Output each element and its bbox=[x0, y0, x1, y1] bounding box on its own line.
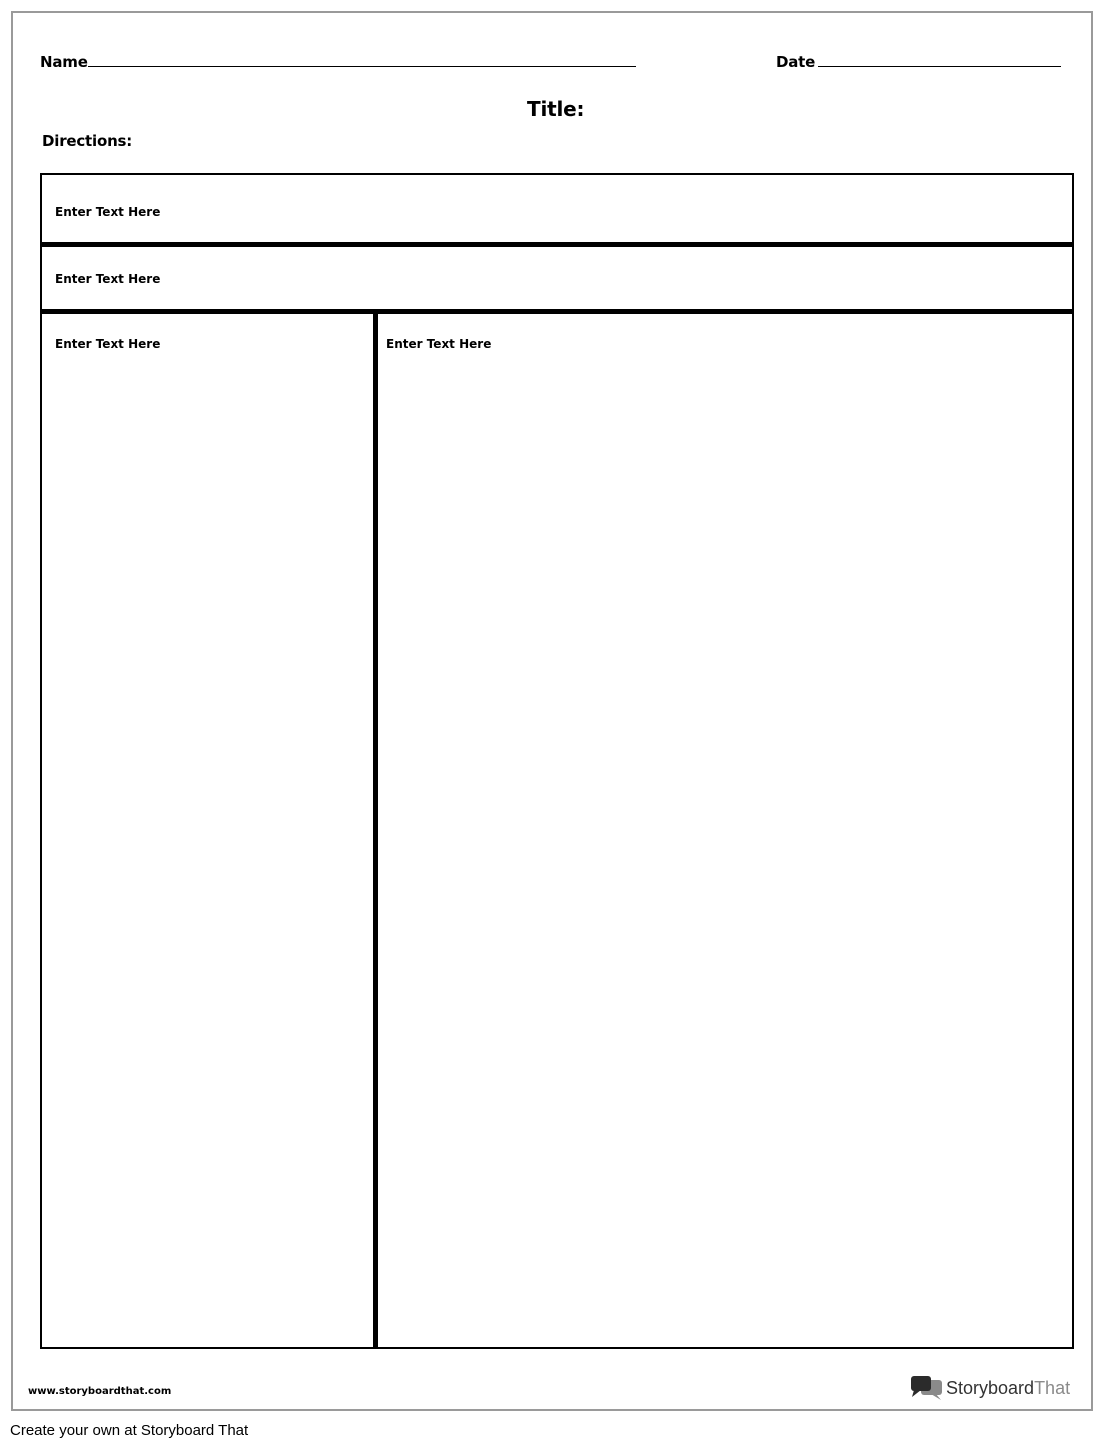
row1-text[interactable]: Enter Text Here bbox=[55, 205, 161, 219]
divider-row1 bbox=[42, 242, 1072, 247]
name-field-line[interactable] bbox=[88, 66, 636, 67]
directions-label: Directions: bbox=[42, 132, 133, 150]
right-column-text[interactable]: Enter Text Here bbox=[386, 337, 492, 351]
notes-grid bbox=[40, 173, 1074, 1349]
divider-row2 bbox=[42, 309, 1072, 314]
date-label: Date bbox=[776, 53, 816, 71]
name-label: Name bbox=[40, 53, 88, 71]
logo-word-that: That bbox=[1034, 1377, 1071, 1398]
title-label: Title: bbox=[527, 97, 585, 121]
website-url[interactable]: www.storyboardthat.com bbox=[28, 1386, 172, 1397]
row2-text[interactable]: Enter Text Here bbox=[55, 272, 161, 286]
logo-word-storyboard: Storyboard bbox=[946, 1377, 1035, 1398]
worksheet-page bbox=[11, 11, 1093, 1411]
date-field-line[interactable] bbox=[818, 66, 1061, 67]
left-column-text[interactable]: Enter Text Here bbox=[55, 337, 161, 351]
column-divider bbox=[373, 311, 378, 1347]
logo-text bbox=[946, 1378, 1070, 1399]
storyboardthat-logo[interactable] bbox=[910, 1375, 1070, 1401]
speech-bubbles-icon bbox=[910, 1375, 944, 1401]
footer-caption[interactable]: Create your own at Storyboard That bbox=[10, 1422, 249, 1439]
